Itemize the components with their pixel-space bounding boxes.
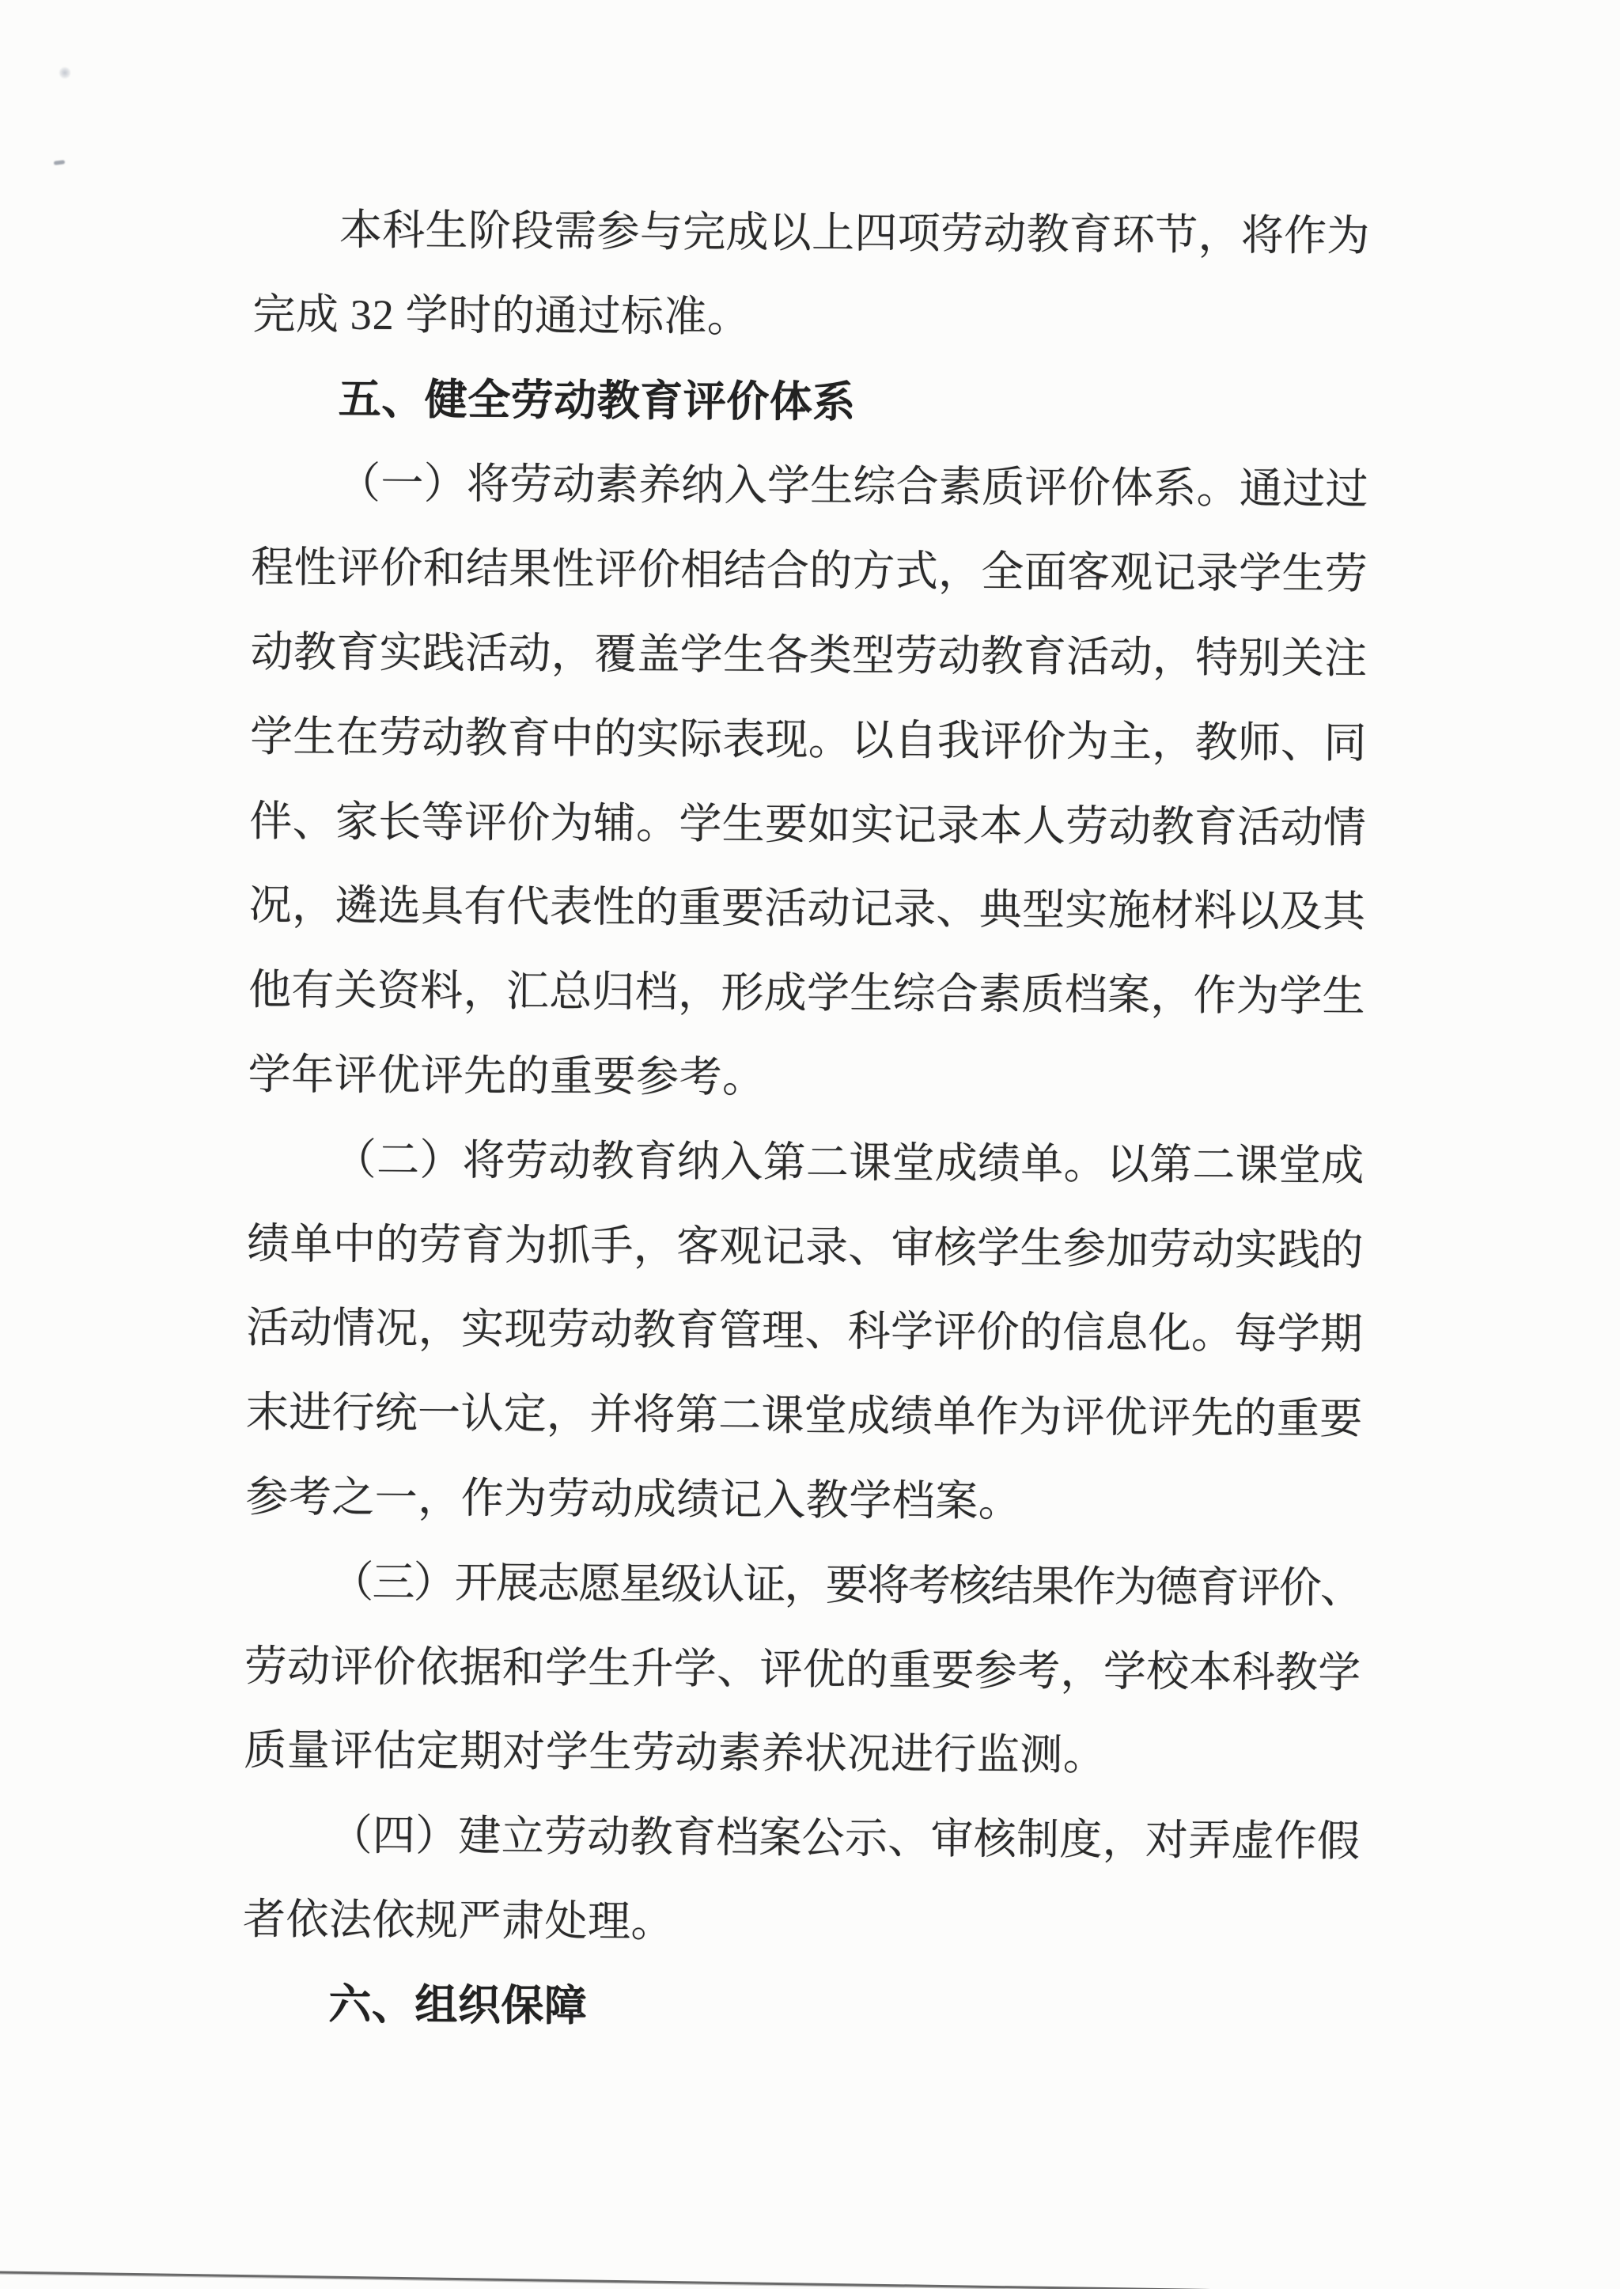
- text-line: （一）将劳动素养纳入学生综合素质评价体系。通过过: [337, 459, 1368, 513]
- text-line: 质量评估定期对学生劳动素养状况进行监测。: [244, 1726, 1107, 1779]
- text-line: 伴、家长等评价为辅。学生要如实记录本人劳动教育活动情: [249, 797, 1366, 852]
- text-line: 完成 32 学时的通过标准。: [252, 290, 751, 341]
- text-line: 本科生阶段需参与完成以上四项劳动教育环节，将作为: [339, 206, 1370, 260]
- text-line: 动教育实践活动，覆盖学生各类型劳动教育活动，特别关注: [250, 627, 1368, 683]
- text-line: 况，遴选具有代表性的重要活动记录、典型实施材料以及其: [248, 881, 1366, 936]
- heading-line: 六、组织保障: [328, 1980, 588, 2030]
- text-line: （四）建立劳动教育档案公示、审核制度，对弄虚作假: [329, 1811, 1361, 1866]
- text-line: （三）开展志愿星级认证，要将考核结果作为德育评价、: [331, 1558, 1364, 1612]
- text-line: （二）将劳动教育纳入第二课堂成绩单。以第二课堂成: [333, 1135, 1365, 1190]
- text-line: 活动情况，实现劳动教育管理、科学评价的信息化。每学期: [246, 1303, 1364, 1358]
- text-line: 学生在劳动教育中的实际表现。以自我评价为主，教师、同: [249, 712, 1367, 767]
- text-line: 学年评优评先的重要参考。: [248, 1050, 766, 1101]
- text-line: 劳动评价依据和学生升学、评优的重要参考，学校本科教学: [244, 1642, 1361, 1697]
- text-line: 程性评价和结果性评价相结合的方式，全面客观记录学生劳: [251, 543, 1368, 598]
- heading-line: 五、健全劳动教育评价体系: [338, 375, 856, 426]
- text-line: 绩单中的劳育为抓手，客观记录、审核学生参加劳动实践的: [246, 1219, 1364, 1275]
- text-line: 参考之一，作为劳动成绩记入教学档案。: [245, 1472, 1021, 1525]
- text-line: 末进行统一认定，并将第二课堂成绩单作为评优评先的重要: [245, 1388, 1363, 1443]
- scan-artifact-dash: [54, 160, 66, 165]
- scan-artifact-smudge: [59, 66, 71, 79]
- text-line: 他有关资料，汇总归档，形成学生综合素质档案，作为学生: [248, 965, 1365, 1021]
- text-line: 者依法依规严肃处理。: [242, 1895, 674, 1946]
- document-text-block: [240, 0, 1441, 2296]
